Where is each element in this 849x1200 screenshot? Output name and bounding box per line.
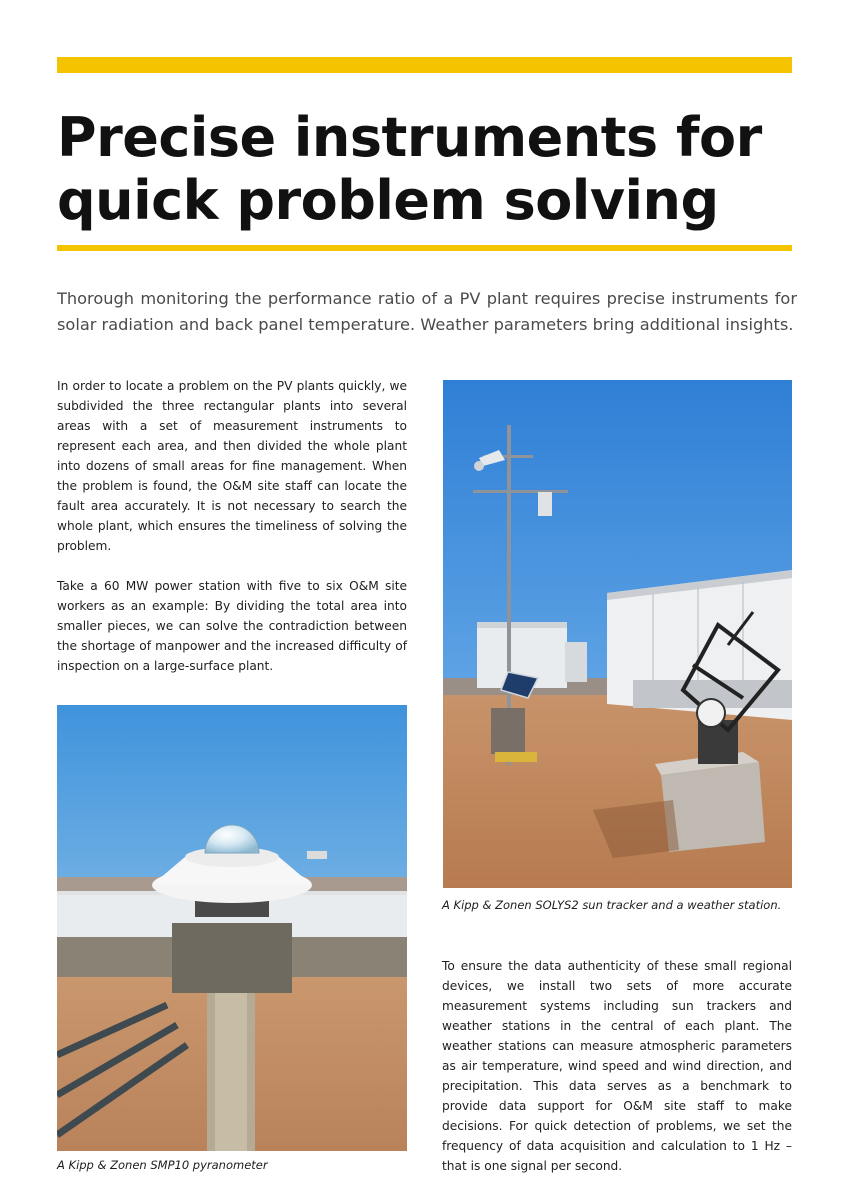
caption-pyranometer: A Kipp & Zonen SMP10 pyranometer xyxy=(57,1158,268,1172)
body-paragraph-locating: In order to locate a problem on the PV plants quickly, we subdivided the three rectangular plants into several areas with a set of measurement instruments to represent each area, and then divided the whole plant into dozens of small areas for fine management. When the problem is found, the O&M site staff can locate the fault area accurately. It is not necessary to search the whole plant, which ensures the timeliness of solving the problem. xyxy=(57,379,407,553)
accent-rule xyxy=(57,245,792,251)
caption-sun-tracker: A Kipp & Zonen SOLYS2 sun tracker and a weather station. xyxy=(442,898,782,912)
sun-tracker-photo xyxy=(443,380,792,888)
intro-paragraph: Thorough monitoring the performance ratio of a PV plant requires precise instruments for solar radiation and back panel temperature. Weather parameters bring additional insights. xyxy=(57,289,797,334)
body-paragraph-example: Take a 60 MW power station with five to six O&M site workers as an example: By dividing the total area into smaller pieces, we can solve the contradiction between the shortage of manpower and the increased difficulty of inspection on a large-surface plant. xyxy=(57,579,407,673)
pyranometer-photo xyxy=(57,705,407,1151)
page-title: Precise instruments for quick problem solving xyxy=(57,106,762,232)
body-paragraph-data-authenticity: To ensure the data authenticity of these small regional devices, we install two sets of more accurate measurement systems including sun trackers and weather stations in the central of each plant. The weather stations can measure atmospheric parameters as air temperature, wind speed and wind direction, and precipitation. This data serves as a benchmark to provide data support for O&M site staff to make decisions. For quick detection of problems, we set the frequency of data acquisition and calculation to 1 Hz – that is one signal per second. xyxy=(442,959,792,1173)
accent-bar-top xyxy=(57,57,792,73)
